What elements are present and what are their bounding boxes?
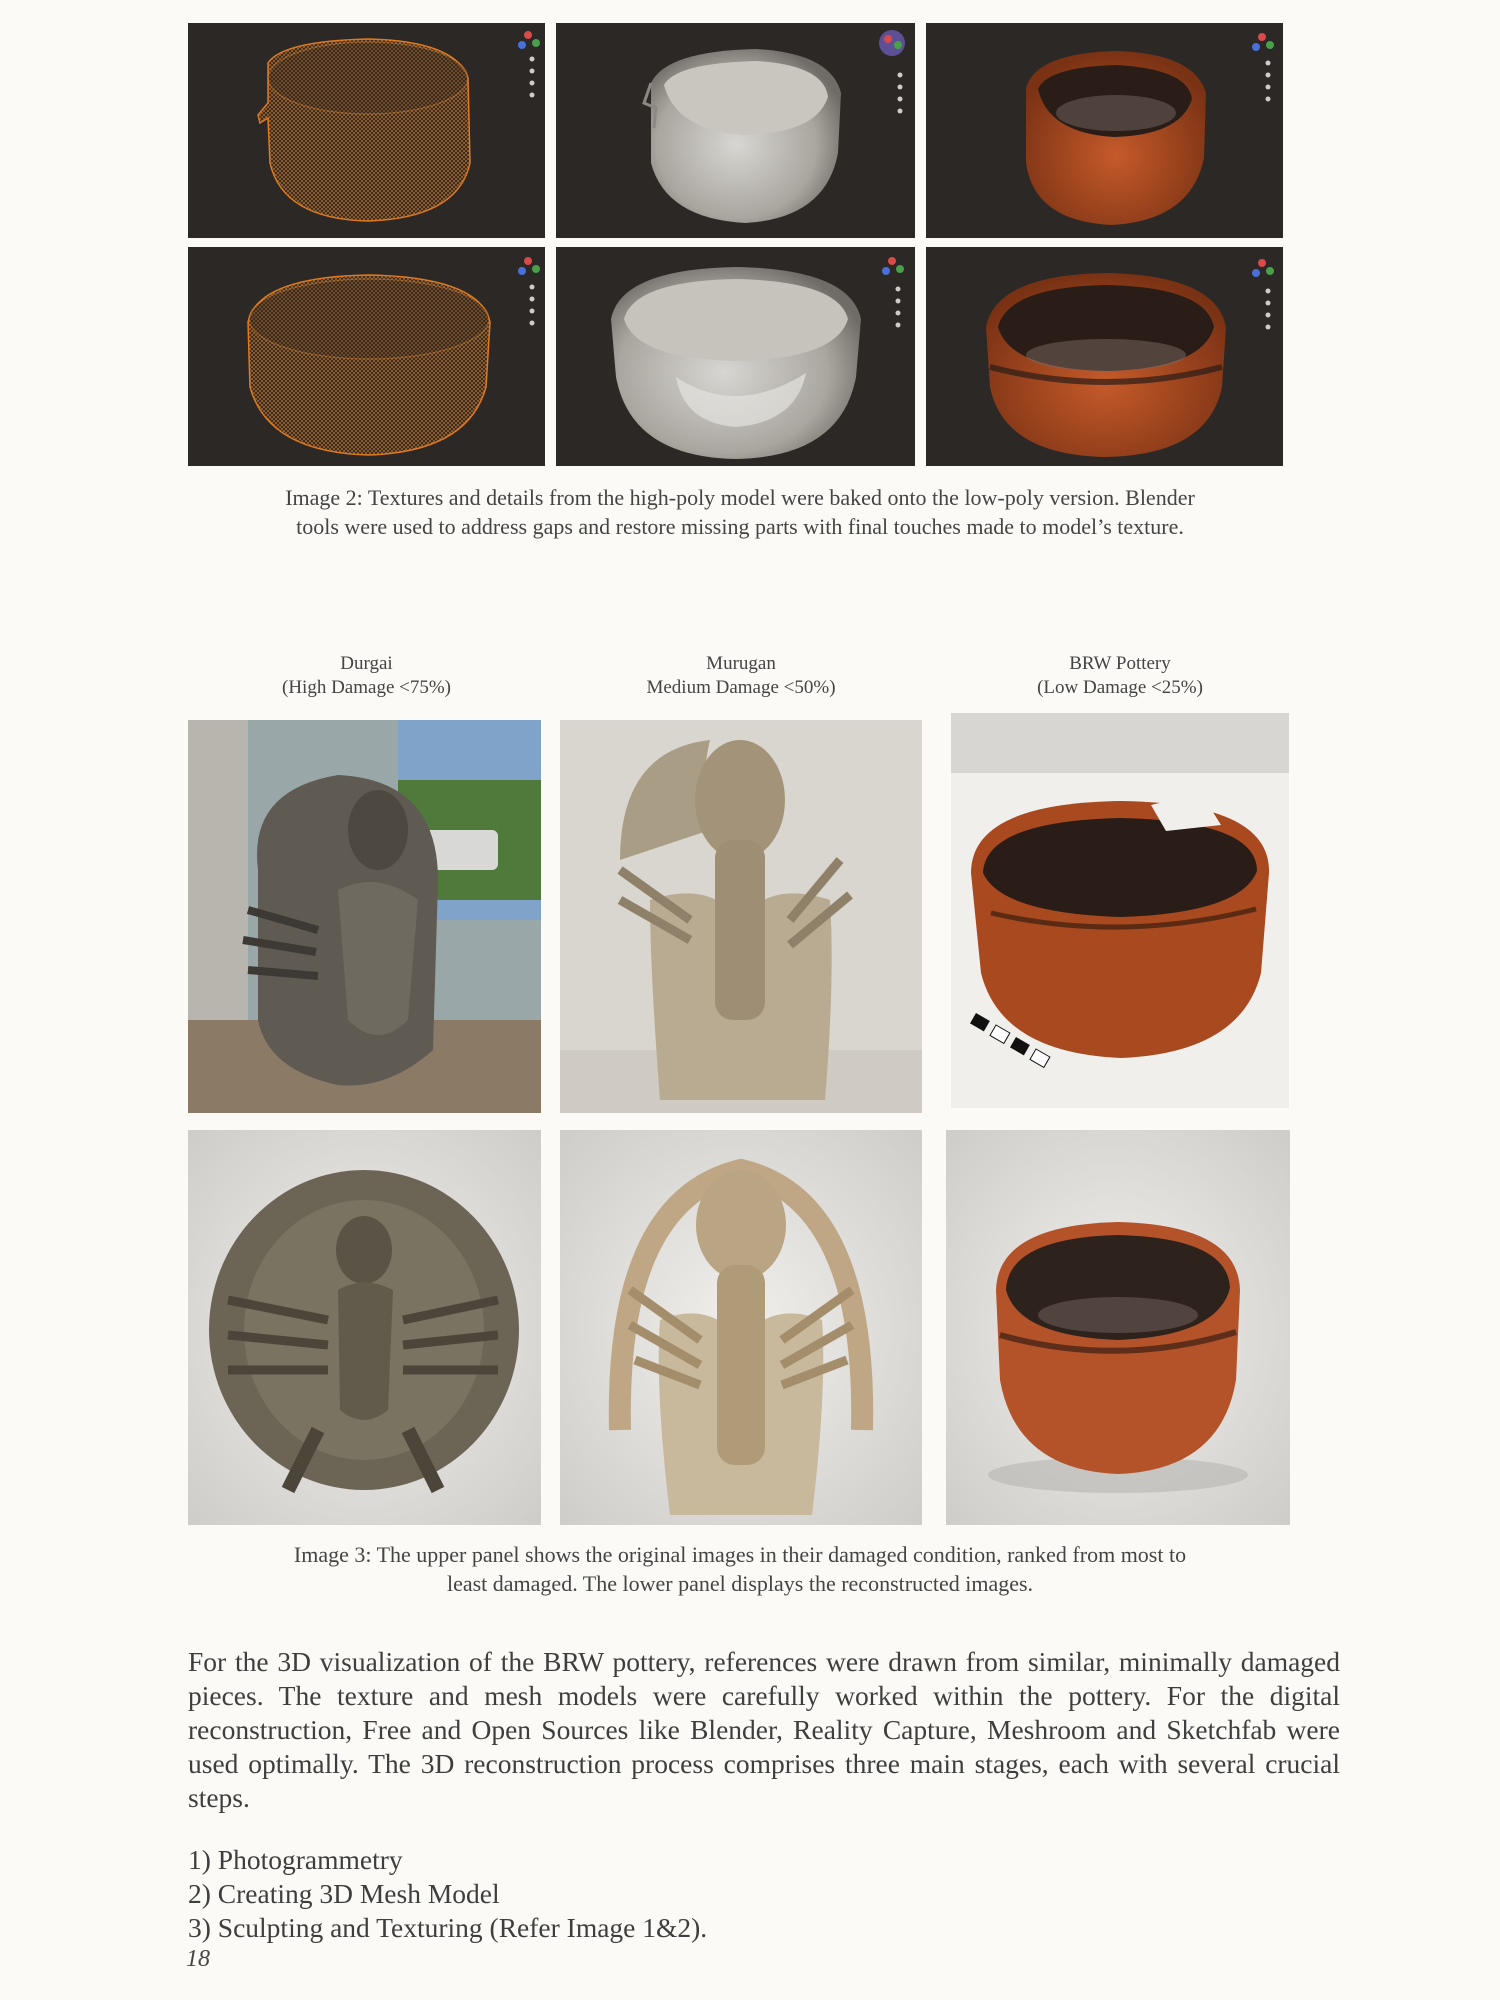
viewport-textured-complete bbox=[926, 247, 1283, 466]
photo-brw-pottery-damaged bbox=[951, 713, 1289, 1108]
photo-murugan-damaged bbox=[560, 720, 922, 1113]
viewport-wireframe-broken bbox=[188, 23, 545, 238]
image3-caption bbox=[150, 1540, 1330, 1598]
image2-caption-line1: Image 2: Textures and details from the high-poly model were baked onto the low-poly version. Blender bbox=[285, 485, 1195, 510]
viewport-clay-broken bbox=[556, 23, 915, 238]
column-damage: (High Damage <75%) bbox=[282, 677, 451, 698]
list-item-photogrammetry: 1) Photogrammetry bbox=[188, 1844, 403, 1875]
column-name: BRW Pottery bbox=[1069, 653, 1171, 674]
list-item-sculpting: 3) Sculpting and Texturing (Refer Image 1&2). bbox=[188, 1912, 708, 1943]
image2-caption bbox=[150, 483, 1330, 541]
column-label-brw-pottery bbox=[950, 652, 1290, 700]
column-label-durgai bbox=[188, 652, 545, 700]
column-damage: (Low Damage <25%) bbox=[1037, 677, 1203, 698]
viewport-clay-complete bbox=[556, 247, 915, 466]
list-item-mesh-model: 2) Creating 3D Mesh Model bbox=[188, 1878, 500, 1909]
render-durgai-reconstructed bbox=[188, 1130, 541, 1525]
render-murugan-reconstructed bbox=[560, 1130, 922, 1525]
column-label-murugan bbox=[560, 652, 922, 700]
image3-caption-line1: Image 3: The upper panel shows the original images in their damaged condition, ranked from most to bbox=[293, 1542, 1187, 1567]
image2-caption-line2: tools were used to address gaps and restore missing parts with final touches made to model’s texture. bbox=[296, 514, 1184, 539]
column-name: Murugan bbox=[706, 653, 776, 674]
body-paragraph-text: For the 3D visualization of the BRW pottery, references were drawn from similar, minimally damaged pieces. The texture and mesh models were carefully worked within the pottery. For the digital reconstruction, Free and Open Sources like Blender, Reality Capture, Meshroom and Sketchfab were used optimally. The 3D reconstruction process comprises three main stages, each with several crucial steps. bbox=[188, 1646, 1340, 1813]
body-paragraph bbox=[188, 1645, 1340, 1815]
image3-caption-line2: least damaged. The lower panel displays the reconstructed images. bbox=[446, 1571, 1034, 1596]
photo-durgai-damaged bbox=[188, 720, 541, 1113]
column-name: Durgai bbox=[340, 653, 393, 674]
viewport-wireframe-complete bbox=[188, 247, 545, 466]
viewport-textured-broken bbox=[926, 23, 1283, 238]
page-number: 18 bbox=[186, 1946, 210, 1972]
render-brw-pottery-reconstructed bbox=[946, 1130, 1290, 1525]
column-damage: Medium Damage <50%) bbox=[646, 677, 836, 698]
